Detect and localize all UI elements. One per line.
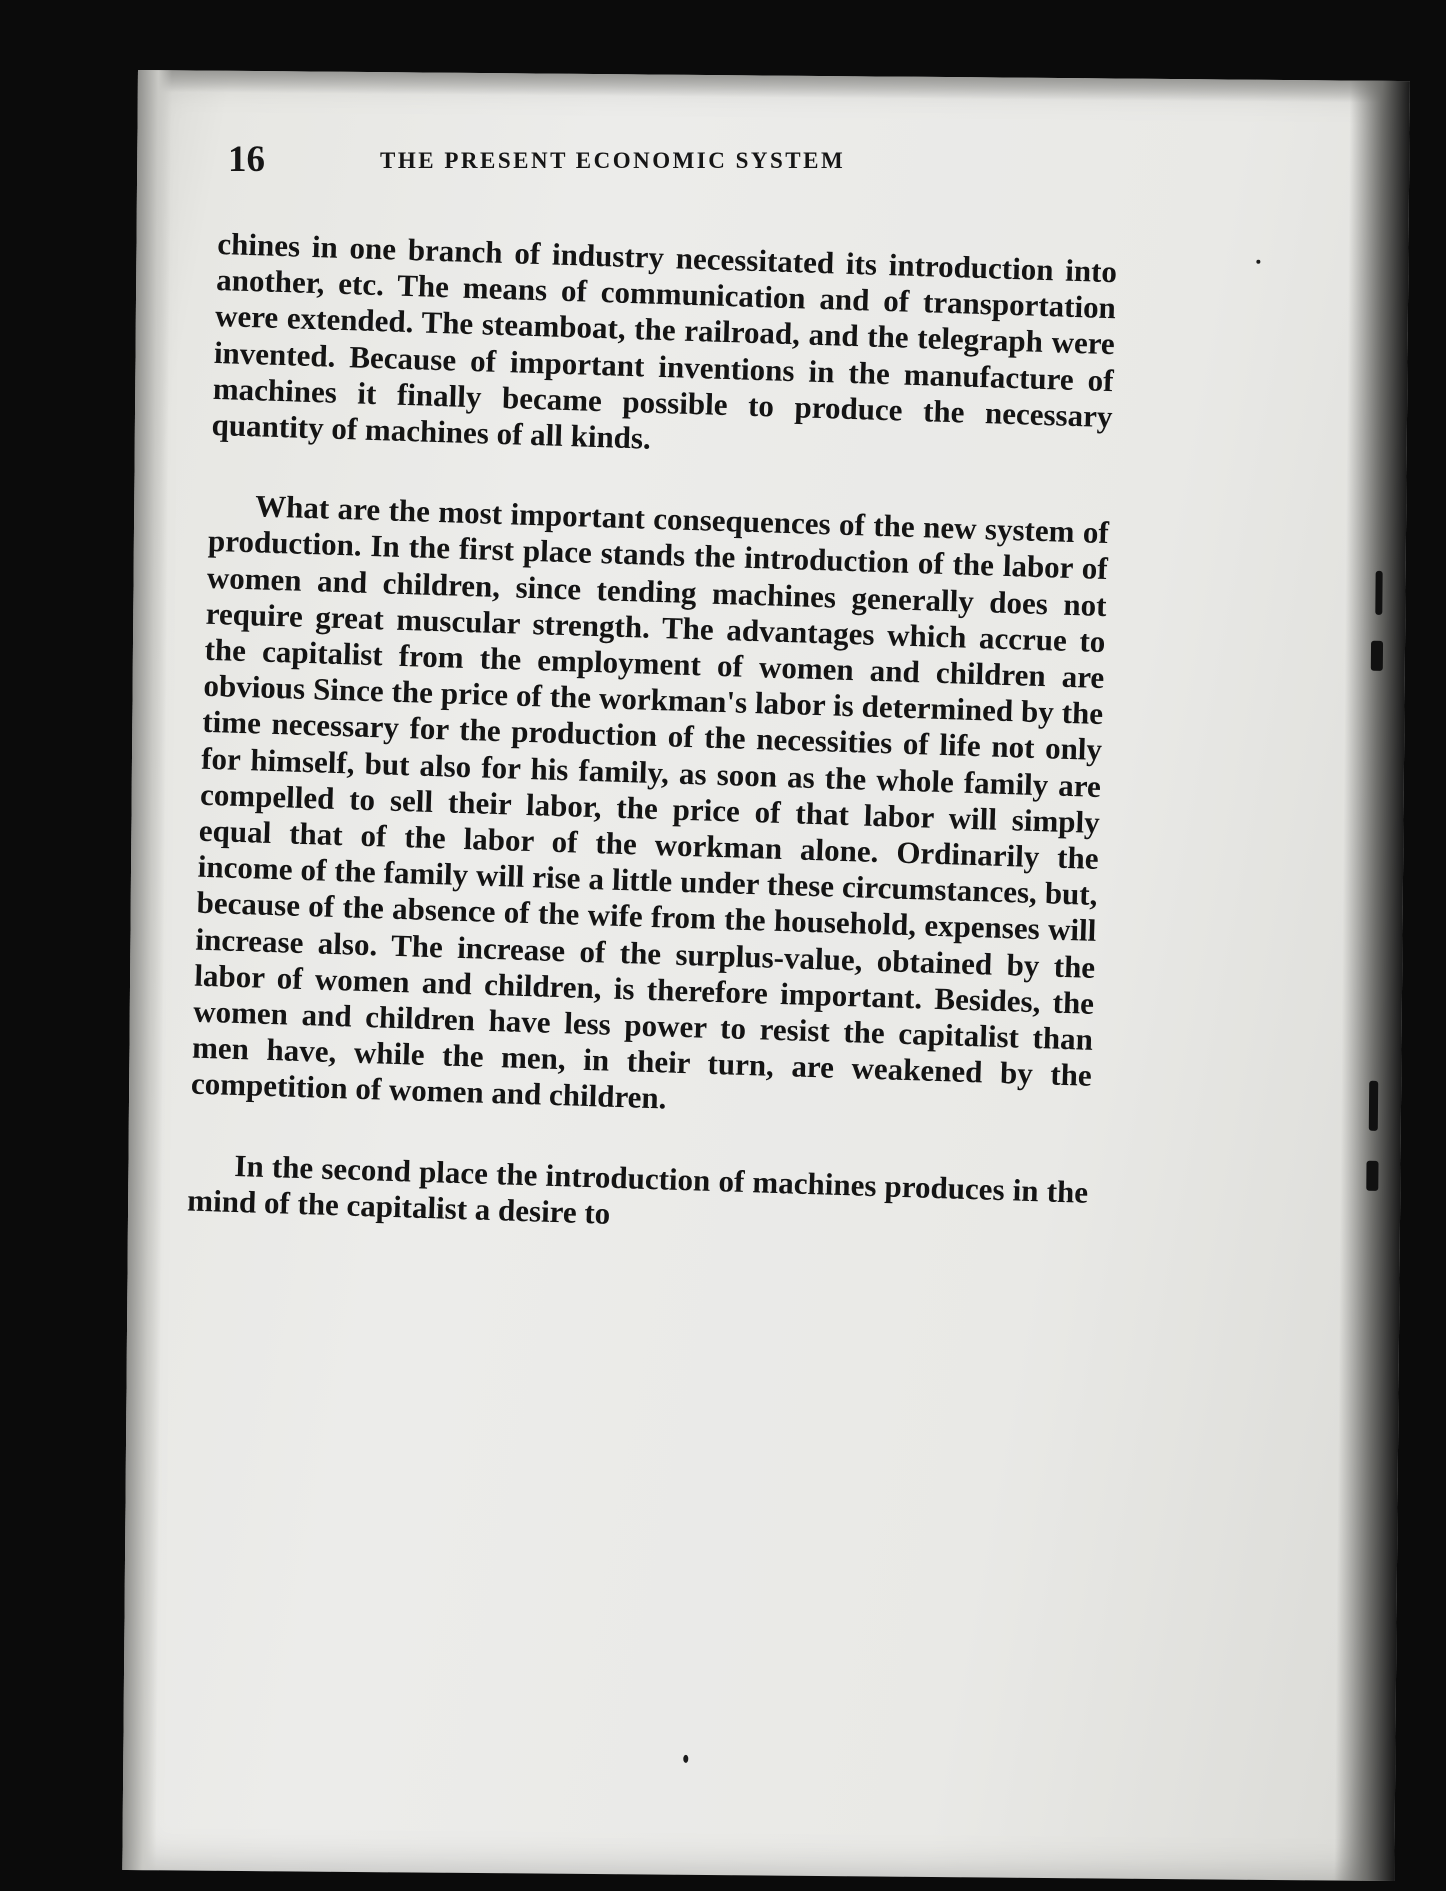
- gutter-stitch-mark: [1366, 1161, 1378, 1191]
- page-top-shadow: [138, 70, 1410, 103]
- paragraph-3: In the second place the introduction of machines produces in the mind of the capitalist a desire to: [186, 1147, 1089, 1231]
- paragraph-1: chines in one branch of industry necessitated its introduction into another, etc. The means of communication and of transportation were extended. The steamboat, the railroad, and the telegraph were invented. Because of important inventions in the manufacture of machines it finally became possible to produce the necessary quantity of machines of all kinds.: [211, 226, 1118, 456]
- body-text: [187, 226, 1118, 1247]
- gutter-stitch-mark: [1369, 1081, 1378, 1131]
- gutter-stitch-mark: [1375, 571, 1382, 615]
- ink-speck: [683, 1755, 688, 1763]
- page-number: 16: [228, 139, 265, 180]
- gutter-stitch-mark: [1371, 641, 1383, 671]
- page-left-shadow: [122, 70, 172, 1870]
- paragraph-2: What are the most important consequences of the new system of production. In the first place stands the introduction of the labor of women and children, since tending machines generally does not require great muscular strength. The advantages which accrue to the capitalist from the employment of women and children are obvious Since the price of the workman's labor is determined by the time necessary for the production of the necessities of life not only for himself, but also for his family, as soon as the whole family are compelled to sell their labor, the price of that labor will simply equal that of the labor of the workman alone. Ordinarily the income of the family will rise a little under these circumstances, but, because of the absence of the wife from the household, expenses will increase also. The increase of the surplus-value, obtained by the labor of women and children, is therefore important. Besides, the women and children have less power to resist the capitalist than men have, while the men, in their turn, are weakened by the competition of women and children.: [190, 488, 1110, 1116]
- book-gutter: [1334, 81, 1410, 1881]
- running-head-title: THE PRESENT ECONOMIC SYSTEM: [380, 148, 846, 173]
- ink-speck: [1256, 260, 1260, 264]
